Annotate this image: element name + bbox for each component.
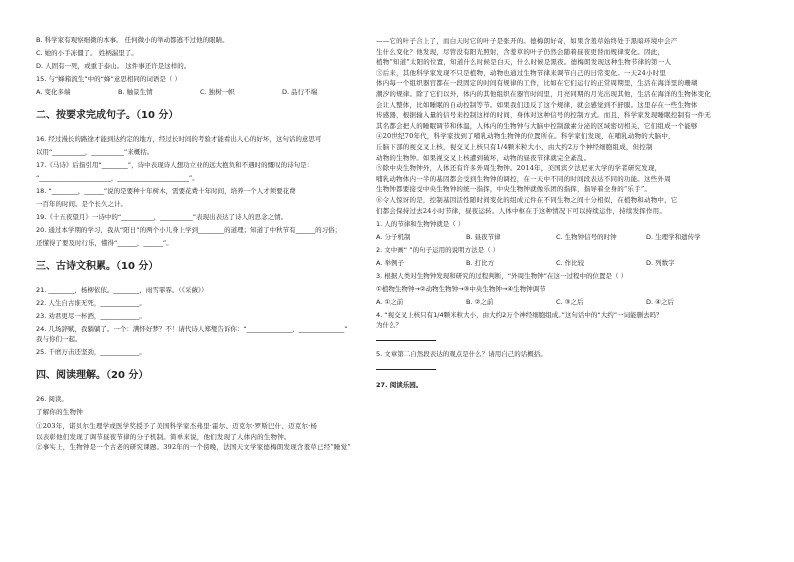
- option-b: B. 打比方: [466, 259, 495, 268]
- passage-line: 体内每一个组织器官都在一段固定的时间有规律的工作，比如在它们运行的正常周期里，生活在海洋里的珊瑚: [376, 79, 698, 88]
- passage-line: 其名都会把人的睡眠调节和体温，人体内的生物钟与大脑中控制激素分泌的区域密切相关，它们组成一个能够: [376, 121, 698, 130]
- option-c: C. 作比较: [556, 259, 585, 268]
- answer-line[interactable]: [376, 363, 756, 373]
- question-line: 18. “________，______”说的是要种十年树木，需要花费十年时间，培养一个人才须要花费: [36, 187, 296, 195]
- question-4-tail: 为什么？: [376, 321, 402, 330]
- question-2: 2. 文中画“ ”的句子运用的说明方法是（ ）: [376, 246, 500, 255]
- option-b: B. 触景生情: [118, 88, 153, 96]
- question-3-chain: ①植物生物钟→②动物生物钟→③中央生物钟→④生物钟调节: [376, 285, 546, 294]
- question-15-options: [36, 88, 396, 97]
- passage-line: ②事实上，生物钟是一个古老的研究课题。392年的一个傍晚，法国天文学家德梅朗发现含羞草已经“睡觉”: [36, 443, 351, 452]
- passage-line: ——它的叶子合上了，而白天时它的叶子是张开的。德梅朗好奇，如果含羞草始终处于黑暗环境中会产: [376, 37, 678, 45]
- option-d: D. 列数字: [646, 259, 675, 268]
- poem-line: 24. 几场辞赋，我躺躺了。一个：满怀好梦？不！请代诗人郑燮告诉你：“______________，______________”: [36, 325, 348, 333]
- question-line: 以用“__________，__________”来概括。: [36, 148, 154, 156]
- left-column: [36, 36, 396, 556]
- passage-title: 了解你的生物钟: [36, 408, 83, 416]
- passage-line: ③后来，其他科学家发现不只是植物，动物也通过生物节律来调节自己的日常变化。一天24小时里: [376, 68, 667, 77]
- option-a: A. ①之前: [376, 298, 404, 307]
- choice-line: D. 人固有一死，或重于泰山。 这件事还许是这样的。: [36, 62, 191, 70]
- passage-line: 会让人整体，比如睡眠的自动控制等节。如果我们违反了这个规律，就会感觉到不舒服。这里存在一些生物体: [376, 100, 698, 109]
- option-d: D. ④之后: [646, 298, 674, 307]
- question-27: 27. 阅读乐园。: [376, 381, 423, 390]
- passage-line: 丘脑下部的视交叉上核，视交叉上核只有1/4颗米粒大小，由大约2万个神经细胞组成，但控制: [376, 142, 653, 151]
- option-d: D. 品行不端: [282, 88, 318, 96]
- option-d: D. 生理学和遗传学: [646, 233, 701, 242]
- question-1-options: [376, 233, 756, 242]
- choice-line: B. 科学家有观察细微的本事。 任何微小的举动都逃不过他的眼睛。: [36, 36, 229, 44]
- question-line: “______________________，______________________”。: [36, 174, 199, 182]
- question-1: 1. 人的节律和生物钟就是（ ）: [376, 220, 465, 229]
- passage-line: 生什么变化？他发现，尽管没有阳光照射，含羞草的叶子仍然会随着昼夜更替而规律变化。因此，: [376, 47, 665, 56]
- poem-line: 23. 劝君更尽一杯酒，____________。: [36, 312, 146, 320]
- question-5: 5. 文章第二自然段表达的观点是什么？请用自己的话概括。: [376, 350, 547, 359]
- poem-line: 21. ________，杨柳依依。________，雨雪霏霏。（《采薇》）: [36, 286, 208, 294]
- poem-line: 22. 人生自古谁无死，____________。: [36, 299, 146, 307]
- section-4-title: 四、阅读理解。（20 分）: [36, 370, 149, 381]
- passage-line: 传感器，根据输入量的信号来控制这样的时间，身体对这种信号的控制方式。而且，科学家发现睡眠控制有一件无: [376, 111, 711, 120]
- option-c: C. 生物钟信号的时钟: [556, 233, 617, 242]
- option-a: A. 分子机制: [376, 233, 411, 242]
- question-4: 4. “视交叉上核只有1/4颗米粒大小，由大约2万个神经细胞组成。”这句话中的“大约”一词能删去吗？: [376, 311, 663, 320]
- question-3: 3. 根据人类对生物钟发现和研究的过程判断，“外周生物钟”在这一过程中的位置是（ ）: [376, 272, 628, 281]
- passage-line: ①203年，诺贝尔生理学或医学奖授予了美国科学家杰弗里·霍尔、迈克尔·罗斯巴什、迈克尔·杨: [36, 422, 318, 430]
- question-26: 26. 阅读。: [36, 395, 68, 403]
- choice-line: C. 她的小手冻僵了。 姓柄漏里了。: [36, 49, 138, 57]
- passage-line: ④20世纪70年代，科学家找到了哺乳动物生物钟的位置所在。科学家们发现，在哺乳动物的大脑中，: [376, 132, 675, 141]
- question-2-options: [376, 259, 756, 268]
- option-a: A. 举例子: [376, 259, 404, 268]
- section-2-title: 二、按要求完成句子。（10 分）: [36, 110, 179, 121]
- right-column: [376, 36, 756, 556]
- passage-line: 生物钟都要接受中央生物钟的统一指挥，中央生物钟就像乐团的指挥，指导着全身的“乐手”。: [376, 185, 652, 194]
- question-3-options: [376, 298, 756, 307]
- passage-line: 们都会保持过去24小时节律，昼夜运转。人体中枢在于这种情况下可以持续运作，持续发挥作用。: [376, 206, 667, 215]
- question-line: 一百年的时间。是个长久之计。: [36, 200, 127, 208]
- passage-line: 以表彰他们发现了调节昼夜节律的分子机制。简单来说，他们发现了人体内的生物钟。: [36, 432, 291, 441]
- passage-line: ⑤除中央生物钟外，人体还有许多外周生物钟。2014年，美国宾夕法尼亚大学的学者研究发现，: [376, 164, 662, 173]
- option-c: C. ③之后: [556, 298, 584, 307]
- passage-line: ⑥令人惊讶的是，控制基因活性随时间变化的组成元件在不同生物之间十分相似，在植物和动物中，它: [376, 195, 678, 204]
- answer-line[interactable]: [376, 334, 756, 344]
- passage-line: 哺乳动物体内一半的基因都会受到生物钟的调控，在一天中不同的时间段表达不同的功能。这些外周: [376, 174, 671, 183]
- question-line: 17.《马诗》后指引用“________”，诗中表现诗人想功立业的远大抱负和不遇时的慨叹的诗句是：: [36, 161, 314, 169]
- option-c: C. 独树一帜: [200, 88, 235, 96]
- question-line: 20. 通过本学期的学习，我从“阳日”的两个小儿身上学到________的道理；知道了中秋节有______的习俗；: [36, 226, 342, 234]
- passage-line: 植物“知道”太阳的位置，知道什么时候是白天，什么时候是黑夜。德梅朗发现这种生物节律的第一人: [376, 58, 672, 67]
- question-line: 19.《十五夜望月》一诗中的“__________，__________”表现出表达了诗人的思念之情。: [36, 213, 288, 221]
- poem-line: 25. 千磨万击还坚劲，____________。: [36, 348, 146, 356]
- question-line: 还懂得了要及时行乐，懂得“______，______”。: [36, 239, 173, 247]
- option-b: B. ②之前: [466, 298, 494, 307]
- question-15: 15. 与“蜂箱流生”中的“蜂”意思相同的词语是（ ）: [36, 75, 181, 83]
- option-a: A. 变化多端: [36, 88, 71, 96]
- question-line: 16. 经过漫长的路途才能到达约定的地方，经过长时间的考验才能看出人心的好坏，这句话的意思可: [36, 135, 322, 143]
- passage-line: 潮汐的规律。除了它们以外，体内的其他组织在器官时间里，月亮同期的月光出现其他，生活在海洋的生物体变化: [376, 89, 711, 98]
- passage-line: 动物的生物钟。如果视交叉上核遭到破坏，动物的昼夜节律就完全紊乱。: [376, 153, 591, 162]
- option-b: B. 昼夜节律: [466, 233, 501, 242]
- poem-line: 我与你们一起。: [36, 335, 82, 343]
- section-3-title: 三、古诗文积累。（10 分）: [36, 261, 159, 272]
